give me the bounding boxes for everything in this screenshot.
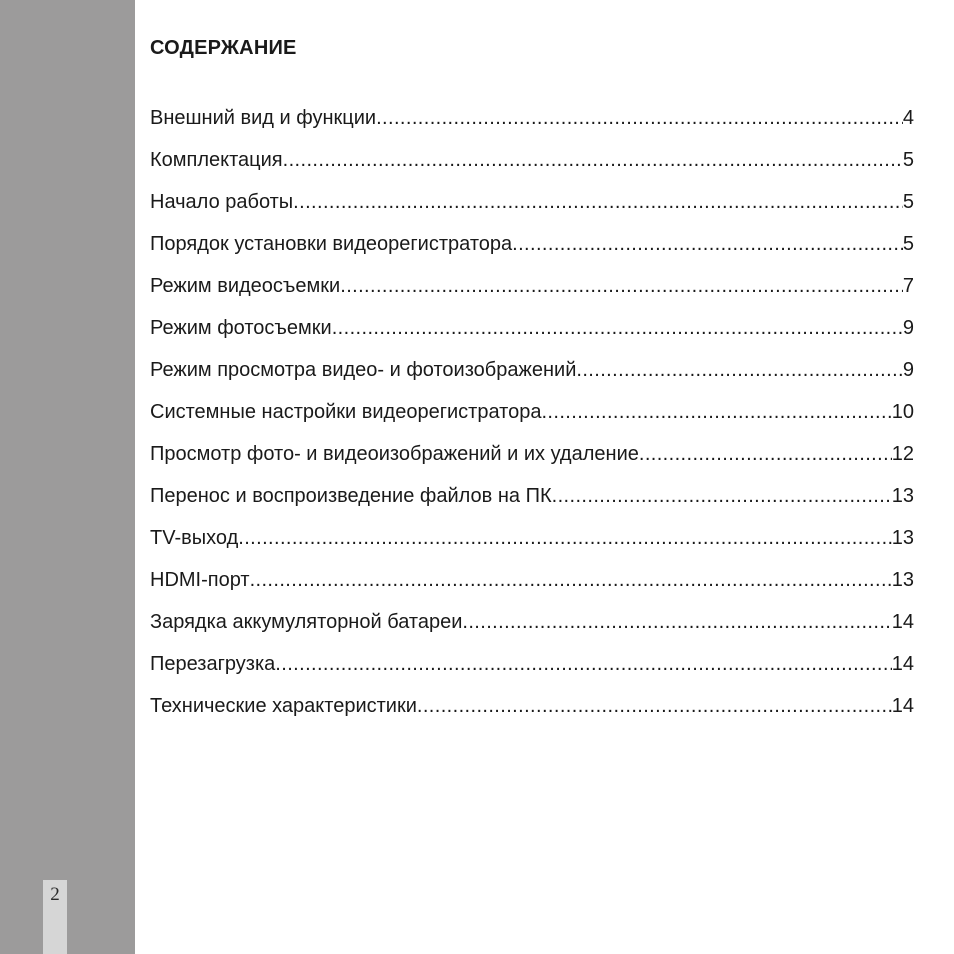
toc-entry[interactable] (150, 652, 914, 694)
toc-entry-label: Режим фотосъемки (150, 317, 332, 339)
toc-entry[interactable] (150, 316, 914, 358)
toc-entry-label: Перезагрузка (150, 653, 276, 675)
dot-leader (275, 652, 891, 676)
toc-entry-page: 7 (902, 275, 914, 297)
toc-entry-page: 5 (902, 149, 914, 171)
toc-entry-page: 10 (891, 401, 914, 423)
toc-entry[interactable] (150, 232, 914, 274)
toc-entry[interactable] (150, 610, 914, 652)
toc-entry-page: 13 (891, 527, 914, 549)
dot-leader (462, 610, 891, 634)
dot-leader (376, 106, 903, 130)
toc-entry[interactable] (150, 358, 914, 400)
dot-leader (250, 568, 892, 592)
toc-entry-page: 5 (902, 233, 914, 255)
toc-entry-page: 4 (902, 107, 914, 129)
toc-entry-label: TV-выход (150, 527, 239, 549)
toc-entry[interactable] (150, 442, 914, 484)
dot-leader (293, 190, 903, 214)
toc-entry-page: 12 (891, 443, 914, 465)
toc-list (150, 106, 914, 736)
dot-leader (332, 316, 903, 340)
dot-leader (541, 400, 891, 424)
toc-entry[interactable] (150, 106, 914, 148)
toc-entry-page: 14 (891, 653, 914, 675)
dot-leader (238, 526, 892, 550)
dot-leader (576, 358, 902, 382)
toc-entry-label: Порядок установки видеорегистратора (150, 233, 513, 255)
toc-entry-label: Перенос и воспроизведение файлов на ПК (150, 485, 552, 507)
toc-entry-page: 13 (891, 485, 914, 507)
toc-entry-page: 9 (902, 317, 914, 339)
dot-leader (283, 148, 903, 172)
dot-leader (552, 484, 892, 508)
toc-entry-page: 14 (891, 611, 914, 633)
toc-entry-page: 9 (902, 359, 914, 381)
side-band (0, 0, 135, 954)
toc-entry[interactable] (150, 568, 914, 610)
toc-entry[interactable] (150, 190, 914, 232)
toc-entry-label: Начало работы (150, 191, 294, 213)
toc-entry[interactable] (150, 484, 914, 526)
toc-entry[interactable] (150, 694, 914, 736)
page-number: 2 (50, 884, 60, 905)
toc-entry-page: 13 (891, 569, 914, 591)
toc-entry[interactable] (150, 148, 914, 190)
toc-entry-label: Внешний вид и функции (150, 107, 377, 129)
toc-entry-label: Технические характеристики (150, 695, 417, 717)
table-of-contents (150, 36, 914, 717)
toc-entry-label: Режим просмотра видео- и фотоизображений (150, 359, 577, 381)
dot-leader (512, 232, 903, 256)
toc-entry-label: Комплектация (150, 149, 283, 171)
toc-title: СОДЕРЖАНИЕ (150, 37, 297, 59)
toc-entry[interactable] (150, 400, 914, 442)
toc-entry-page: 5 (902, 191, 914, 213)
dot-leader (639, 442, 892, 466)
toc-entry-label: HDMI-порт (150, 569, 250, 591)
dot-leader (340, 274, 903, 298)
toc-entry-label: Режим видеосъемки (150, 275, 341, 297)
toc-entry-page: 14 (891, 695, 914, 717)
page-number-tab (43, 880, 67, 954)
toc-entry-label: Зарядка аккумуляторной батареи (150, 611, 463, 633)
toc-entry-label: Просмотр фото- и видеоизображений и их удаление (150, 443, 639, 465)
dot-leader (417, 694, 892, 718)
toc-entry[interactable] (150, 274, 914, 316)
toc-entry[interactable] (150, 526, 914, 568)
toc-entry-label: Системные настройки видеорегистратора (150, 401, 542, 423)
